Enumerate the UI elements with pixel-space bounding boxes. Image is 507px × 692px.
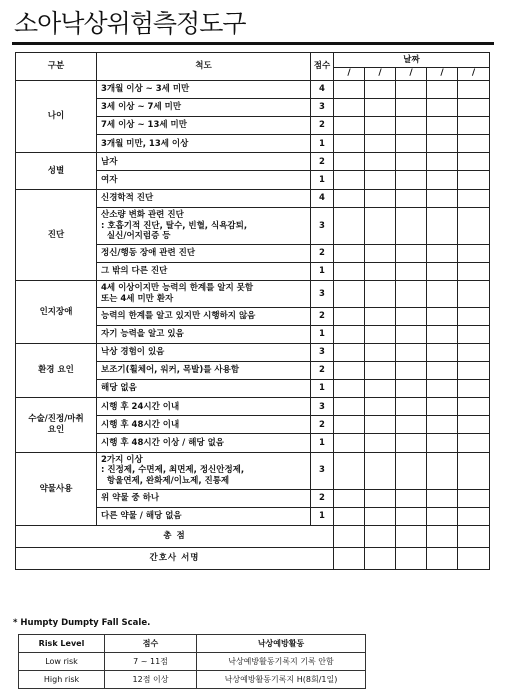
- date-entry-cell[interactable]: [365, 281, 396, 308]
- criteria-text: 시행 후 24시간 이내: [97, 398, 311, 416]
- criteria-text: 산소량 변화 관련 진단 : 호흡기적 진단, 탈수, 빈혈, 식욕감퇴, 실신/어지럼증 등: [97, 207, 311, 244]
- date-entry-cell[interactable]: [427, 171, 458, 189]
- score-value: 2: [311, 307, 334, 325]
- date-entry-cell[interactable]: [365, 307, 396, 325]
- date-entry-cell[interactable]: [365, 548, 396, 570]
- date-entry-cell[interactable]: [365, 135, 396, 153]
- date-entry-cell[interactable]: [396, 325, 427, 343]
- date-entry-cell[interactable]: [427, 81, 458, 99]
- category-cell: 성별: [16, 153, 97, 189]
- date-entry-cell[interactable]: [396, 362, 427, 380]
- date-entry-cell[interactable]: [458, 362, 490, 380]
- score-value: 2: [311, 362, 334, 380]
- criteria-text: 3개월 이상 ~ 3세 미만: [97, 81, 311, 99]
- date-entry-cell[interactable]: [334, 245, 365, 263]
- signature-label: 간호사 서명: [16, 548, 334, 570]
- date-entry-cell[interactable]: [334, 189, 365, 207]
- date-entry-cell[interactable]: [427, 325, 458, 343]
- risk-header: 점수: [105, 635, 197, 653]
- criteria-text: 낙상 경험이 있음: [97, 344, 311, 362]
- date-entry-cell[interactable]: [427, 117, 458, 135]
- score-value: 1: [311, 325, 334, 343]
- date-entry-cell[interactable]: [396, 398, 427, 416]
- date-entry-cell[interactable]: [427, 398, 458, 416]
- score-value: 3: [311, 398, 334, 416]
- criteria-row: [16, 81, 490, 99]
- date-entry-cell[interactable]: [365, 117, 396, 135]
- date-slot[interactable]: /: [365, 68, 396, 81]
- category-cell: 수술/진정/마취 요인: [16, 398, 97, 452]
- score-value: 1: [311, 171, 334, 189]
- date-slot[interactable]: /: [396, 68, 427, 81]
- title-underline: [12, 42, 494, 45]
- date-entry-cell[interactable]: [334, 344, 365, 362]
- date-entry-cell[interactable]: [458, 81, 490, 99]
- date-entry-cell[interactable]: [427, 452, 458, 489]
- score-value: 3: [311, 99, 334, 117]
- date-entry-cell[interactable]: [427, 362, 458, 380]
- date-entry-cell[interactable]: [458, 171, 490, 189]
- date-entry-cell[interactable]: [458, 398, 490, 416]
- date-entry-cell[interactable]: [458, 153, 490, 171]
- date-entry-cell[interactable]: [427, 263, 458, 281]
- criteria-text: 능력의 한계를 알고 있지만 시행하지 않음: [97, 307, 311, 325]
- risk-header: 낙상예방활동: [197, 635, 366, 653]
- date-entry-cell[interactable]: [427, 281, 458, 308]
- date-entry-cell[interactable]: [427, 207, 458, 244]
- category-cell: 환경 요인: [16, 344, 97, 398]
- date-entry-cell[interactable]: [396, 416, 427, 434]
- category-cell: 진단: [16, 189, 97, 281]
- date-entry-cell[interactable]: [427, 434, 458, 452]
- criteria-text: 위 약물 중 하나: [97, 489, 311, 507]
- criteria-text: 3개월 미만, 13세 이상: [97, 135, 311, 153]
- date-entry-cell[interactable]: [396, 307, 427, 325]
- date-entry-cell[interactable]: [334, 135, 365, 153]
- score-value: 3: [311, 281, 334, 308]
- criteria-text: 3세 이상 ~ 7세 미만: [97, 99, 311, 117]
- date-entry-cell[interactable]: [396, 81, 427, 99]
- date-entry-cell[interactable]: [334, 548, 365, 570]
- date-entry-cell[interactable]: [365, 526, 396, 548]
- date-entry-cell[interactable]: [334, 362, 365, 380]
- criteria-text: 정신/행동 장애 관련 진단: [97, 245, 311, 263]
- date-entry-cell[interactable]: [334, 81, 365, 99]
- score-value: 4: [311, 189, 334, 207]
- date-entry-cell[interactable]: [365, 362, 396, 380]
- risk-score: 12점 이상: [105, 671, 197, 689]
- date-entry-cell[interactable]: [458, 344, 490, 362]
- date-entry-cell[interactable]: [458, 380, 490, 398]
- date-entry-cell[interactable]: [365, 245, 396, 263]
- date-entry-cell[interactable]: [365, 81, 396, 99]
- date-entry-cell[interactable]: [396, 489, 427, 507]
- date-entry-cell[interactable]: [365, 434, 396, 452]
- criteria-row: [16, 452, 490, 489]
- date-entry-cell[interactable]: [396, 153, 427, 171]
- risk-action: 낙상예방활동기록지 기록 안함: [197, 653, 366, 671]
- date-entry-cell[interactable]: [396, 117, 427, 135]
- date-entry-cell[interactable]: [427, 189, 458, 207]
- score-value: 3: [311, 344, 334, 362]
- signature-row: [16, 548, 490, 570]
- date-entry-cell[interactable]: [396, 344, 427, 362]
- criteria-row: [16, 344, 490, 362]
- date-entry-cell[interactable]: [427, 153, 458, 171]
- category-cell: 나이: [16, 81, 97, 153]
- date-entry-cell[interactable]: [396, 99, 427, 117]
- date-entry-cell[interactable]: [334, 398, 365, 416]
- criteria-text: 시행 후 48시간 이내: [97, 416, 311, 434]
- risk-row: [19, 671, 366, 689]
- date-entry-cell[interactable]: [458, 508, 490, 526]
- criteria-text: 4세 이상이지만 능력의 한계를 알지 못함 또는 4세 미만 환자: [97, 281, 311, 308]
- date-entry-cell[interactable]: [365, 99, 396, 117]
- score-value: 1: [311, 434, 334, 452]
- criteria-row: [16, 189, 490, 207]
- criteria-text: 여자: [97, 171, 311, 189]
- total-row: [16, 526, 490, 548]
- criteria-row: [16, 398, 490, 416]
- score-value: 2: [311, 416, 334, 434]
- score-value: 2: [311, 489, 334, 507]
- risk-row: [19, 653, 366, 671]
- date-entry-cell[interactable]: [458, 548, 490, 570]
- date-entry-cell[interactable]: [334, 526, 365, 548]
- score-value: 1: [311, 263, 334, 281]
- date-entry-cell[interactable]: [396, 245, 427, 263]
- date-entry-cell[interactable]: [458, 207, 490, 244]
- page-title: 소아낙상위험측정도구: [14, 9, 246, 38]
- date-entry-cell[interactable]: [334, 153, 365, 171]
- date-entry-cell[interactable]: [365, 153, 396, 171]
- criteria-text: 7세 이상 ~ 13세 미만: [97, 117, 311, 135]
- footnote: * Humpty Dumpty Fall Scale.: [13, 618, 151, 628]
- date-entry-cell[interactable]: [396, 263, 427, 281]
- date-entry-cell[interactable]: [334, 281, 365, 308]
- score-value: 1: [311, 380, 334, 398]
- date-entry-cell[interactable]: [334, 99, 365, 117]
- date-entry-cell[interactable]: [334, 434, 365, 452]
- date-entry-cell[interactable]: [334, 380, 365, 398]
- criteria-text: 보조기(휠체어, 워커, 목발)를 사용함: [97, 362, 311, 380]
- date-entry-cell[interactable]: [334, 117, 365, 135]
- date-entry-cell[interactable]: [458, 117, 490, 135]
- date-entry-cell[interactable]: [458, 281, 490, 308]
- score-value: 3: [311, 452, 334, 489]
- date-entry-cell[interactable]: [365, 380, 396, 398]
- date-entry-cell[interactable]: [427, 135, 458, 153]
- total-label: 총 점: [16, 526, 334, 548]
- date-entry-cell[interactable]: [365, 263, 396, 281]
- date-entry-cell[interactable]: [334, 207, 365, 244]
- date-entry-cell[interactable]: [458, 434, 490, 452]
- date-entry-cell[interactable]: [458, 307, 490, 325]
- category-cell: 인지장애: [16, 281, 97, 344]
- risk-action: 낙상예방활동기록지 H(8회/1일): [197, 671, 366, 689]
- date-entry-cell[interactable]: [396, 434, 427, 452]
- date-entry-cell[interactable]: [365, 416, 396, 434]
- date-entry-cell[interactable]: [427, 548, 458, 570]
- date-entry-cell[interactable]: [334, 307, 365, 325]
- date-entry-cell[interactable]: [427, 526, 458, 548]
- date-entry-cell[interactable]: [334, 508, 365, 526]
- risk-score: 7 ~ 11점: [105, 653, 197, 671]
- date-entry-cell[interactable]: [427, 508, 458, 526]
- date-entry-cell[interactable]: [396, 548, 427, 570]
- date-slot[interactable]: /: [334, 68, 365, 81]
- date-entry-cell[interactable]: [458, 189, 490, 207]
- date-entry-cell[interactable]: [458, 416, 490, 434]
- date-entry-cell[interactable]: [334, 416, 365, 434]
- date-entry-cell[interactable]: [427, 307, 458, 325]
- date-entry-cell[interactable]: [365, 452, 396, 489]
- date-entry-cell[interactable]: [334, 325, 365, 343]
- date-slot[interactable]: /: [427, 68, 458, 81]
- criteria-text: 해당 없음: [97, 380, 311, 398]
- date-entry-cell[interactable]: [365, 207, 396, 244]
- risk-level: High risk: [19, 671, 105, 689]
- date-entry-cell[interactable]: [334, 171, 365, 189]
- date-entry-cell[interactable]: [396, 281, 427, 308]
- criteria-text: 신경학적 진단: [97, 189, 311, 207]
- date-entry-cell[interactable]: [396, 207, 427, 244]
- date-entry-cell[interactable]: [427, 416, 458, 434]
- score-value: 2: [311, 245, 334, 263]
- criteria-text: 자기 능력을 알고 있음: [97, 325, 311, 343]
- date-entry-cell[interactable]: [427, 344, 458, 362]
- date-entry-cell[interactable]: [396, 452, 427, 489]
- criteria-row: [16, 281, 490, 308]
- date-entry-cell[interactable]: [365, 171, 396, 189]
- risk-header: Risk Level: [19, 635, 105, 653]
- risk-level: Low risk: [19, 653, 105, 671]
- date-entry-cell[interactable]: [396, 380, 427, 398]
- date-entry-cell[interactable]: [334, 263, 365, 281]
- criteria-text: 남자: [97, 153, 311, 171]
- date-entry-cell[interactable]: [458, 263, 490, 281]
- date-entry-cell[interactable]: [458, 245, 490, 263]
- date-entry-cell[interactable]: [458, 526, 490, 548]
- date-entry-cell[interactable]: [427, 489, 458, 507]
- criteria-text: 2가지 이상 : 진정제, 수면제, 최면제, 정신안정제, 항울연제, 완화제/이뇨제, 진통제: [97, 452, 311, 489]
- date-entry-cell[interactable]: [458, 99, 490, 117]
- date-entry-cell[interactable]: [458, 135, 490, 153]
- category-cell: 약물사용: [16, 452, 97, 526]
- date-entry-cell[interactable]: [365, 189, 396, 207]
- date-entry-cell[interactable]: [458, 489, 490, 507]
- date-slot[interactable]: /: [458, 68, 490, 81]
- date-entry-cell[interactable]: [396, 526, 427, 548]
- score-value: 4: [311, 81, 334, 99]
- date-entry-cell[interactable]: [458, 325, 490, 343]
- date-entry-cell[interactable]: [458, 452, 490, 489]
- date-entry-cell[interactable]: [396, 171, 427, 189]
- criteria-text: 다른 약물 / 해당 없음: [97, 508, 311, 526]
- fall-risk-table: [15, 52, 490, 570]
- date-entry-cell[interactable]: [427, 380, 458, 398]
- date-entry-cell[interactable]: [334, 489, 365, 507]
- criteria-text: 그 밖의 다른 진단: [97, 263, 311, 281]
- risk-level-table: [18, 634, 366, 689]
- date-entry-cell[interactable]: [365, 325, 396, 343]
- date-entry-cell[interactable]: [396, 508, 427, 526]
- score-value: 2: [311, 153, 334, 171]
- score-value: 1: [311, 508, 334, 526]
- score-value: 3: [311, 207, 334, 244]
- criteria-text: 시행 후 48시간 이상 / 해당 없음: [97, 434, 311, 452]
- date-entry-cell[interactable]: [365, 489, 396, 507]
- date-entry-cell[interactable]: [334, 452, 365, 489]
- date-entry-cell[interactable]: [396, 135, 427, 153]
- header-score: 점수: [311, 53, 334, 81]
- header-criteria: 척도: [97, 53, 311, 81]
- date-entry-cell[interactable]: [365, 344, 396, 362]
- header-category: 구분: [16, 53, 97, 81]
- date-entry-cell[interactable]: [365, 398, 396, 416]
- score-value: 2: [311, 117, 334, 135]
- date-entry-cell[interactable]: [427, 245, 458, 263]
- score-value: 1: [311, 135, 334, 153]
- header-date: 날짜: [334, 53, 490, 68]
- date-entry-cell[interactable]: [365, 508, 396, 526]
- date-entry-cell[interactable]: [396, 189, 427, 207]
- date-entry-cell[interactable]: [427, 99, 458, 117]
- criteria-row: [16, 153, 490, 171]
